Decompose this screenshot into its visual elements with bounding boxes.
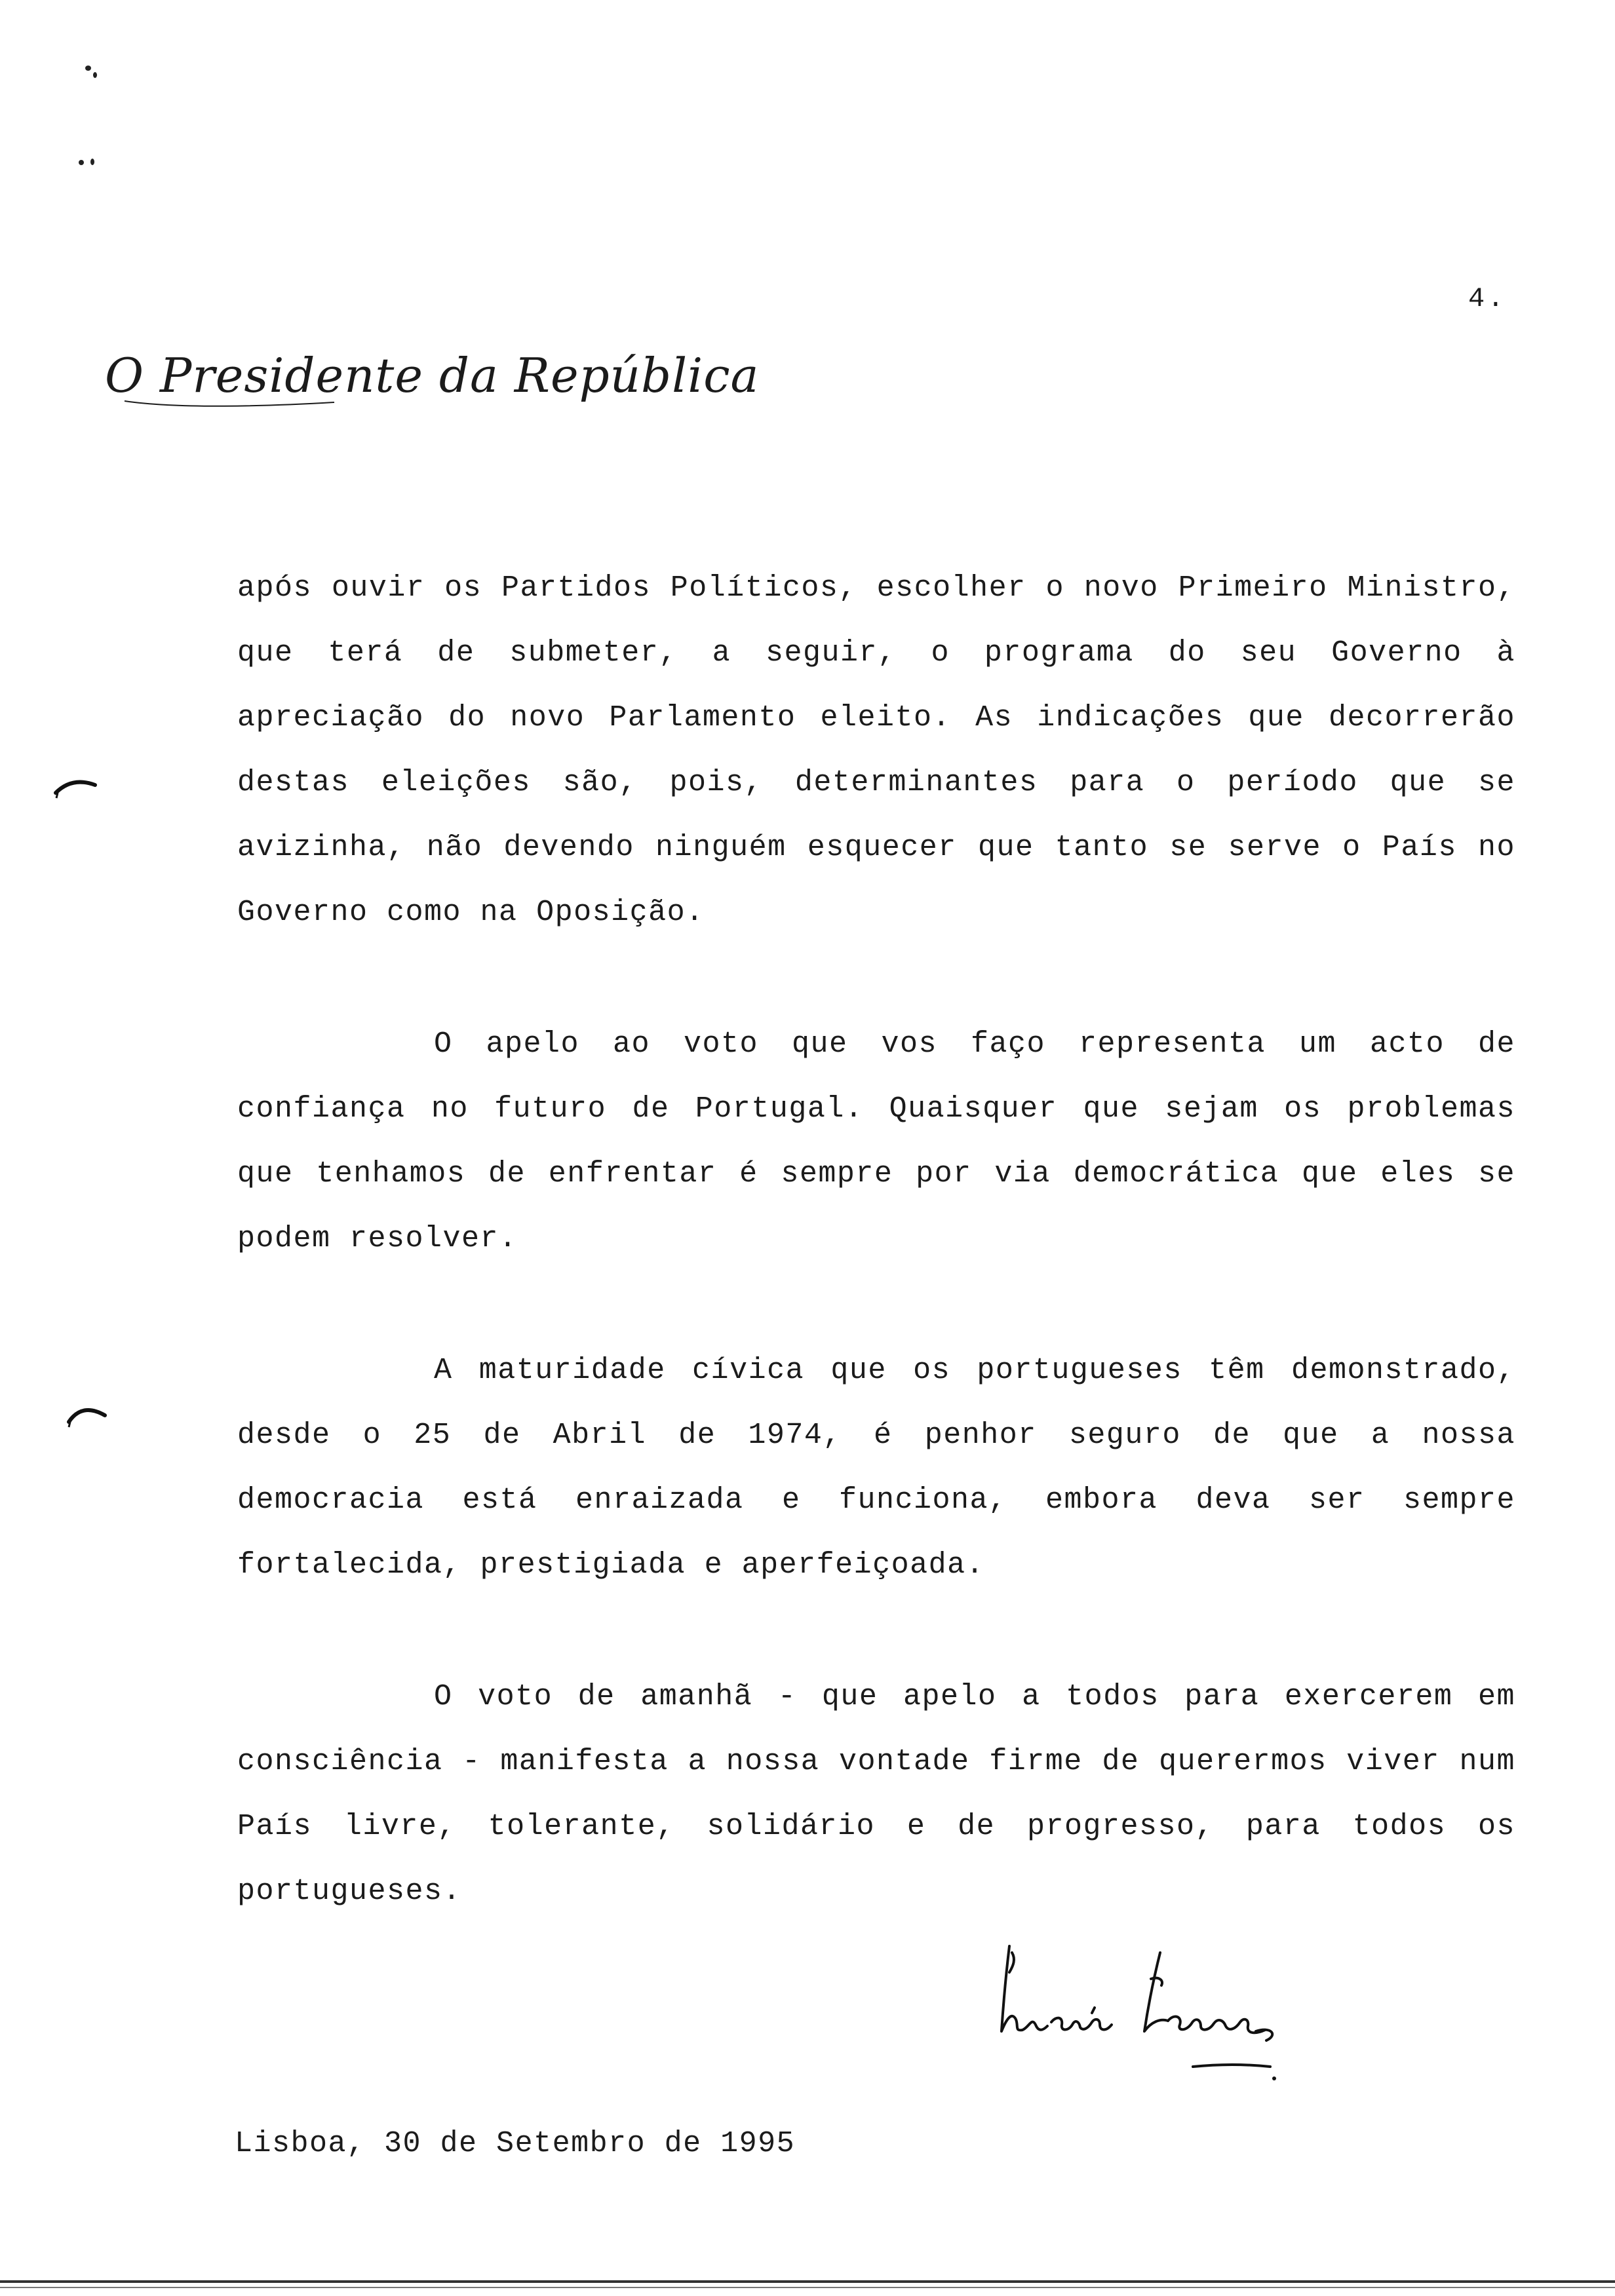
scan-speck xyxy=(85,66,91,71)
page-bottom-rule xyxy=(0,2287,1615,2288)
paragraph: O apelo ao voto que vos faço representa um acto de confiança no futuro de Portugal. Quaisquer que sejam os problemas que tenhamos de enfrentar é sempre por via democrática que eles se podem resolver. xyxy=(237,1027,1515,1255)
scan-speck xyxy=(79,160,84,165)
page-bottom-rule xyxy=(0,2280,1615,2283)
paragraph: O voto de amanhã - que apelo a todos para exercerem em consciência - manifesta a nossa vontade firme de querermos viver num País livre, tolerante, solidário e de progresso, para todos os portugueses. xyxy=(237,1680,1515,1908)
svg-text:O Presidente da República: O Presidente da República xyxy=(105,348,760,403)
page-number: 4. xyxy=(1468,283,1507,315)
scan-speck xyxy=(90,159,94,165)
scan-speck xyxy=(93,72,97,78)
punch-mark xyxy=(52,773,98,799)
letterhead-logo xyxy=(98,341,760,413)
paragraph: após ouvir os Partidos Políticos, escolher o novo Primeiro Ministro, que terá de submeter, a seguir, o programa do seu Governo à apreciação do novo Parlamento eleito. As indicações que decorrerão destas eleições são, pois, determinantes para o período que se avizinha, não devendo ninguém esquecer que tanto se serve o País no Governo como na Oposição. xyxy=(237,571,1515,929)
punch-mark xyxy=(66,1402,111,1428)
paragraph: A maturidade cívica que os portugueses têm demonstrado, desde o 25 de Abril de 1974, é penhor seguro de que a nossa democracia está enraizada e funciona, embora deva ser sempre fortalecida, prestigiada e aperfeiçoada. xyxy=(237,1354,1515,1582)
date-line: Lisboa, 30 de Setembro de 1995 xyxy=(235,2127,796,2160)
handwritten-signature xyxy=(996,1940,1298,2097)
